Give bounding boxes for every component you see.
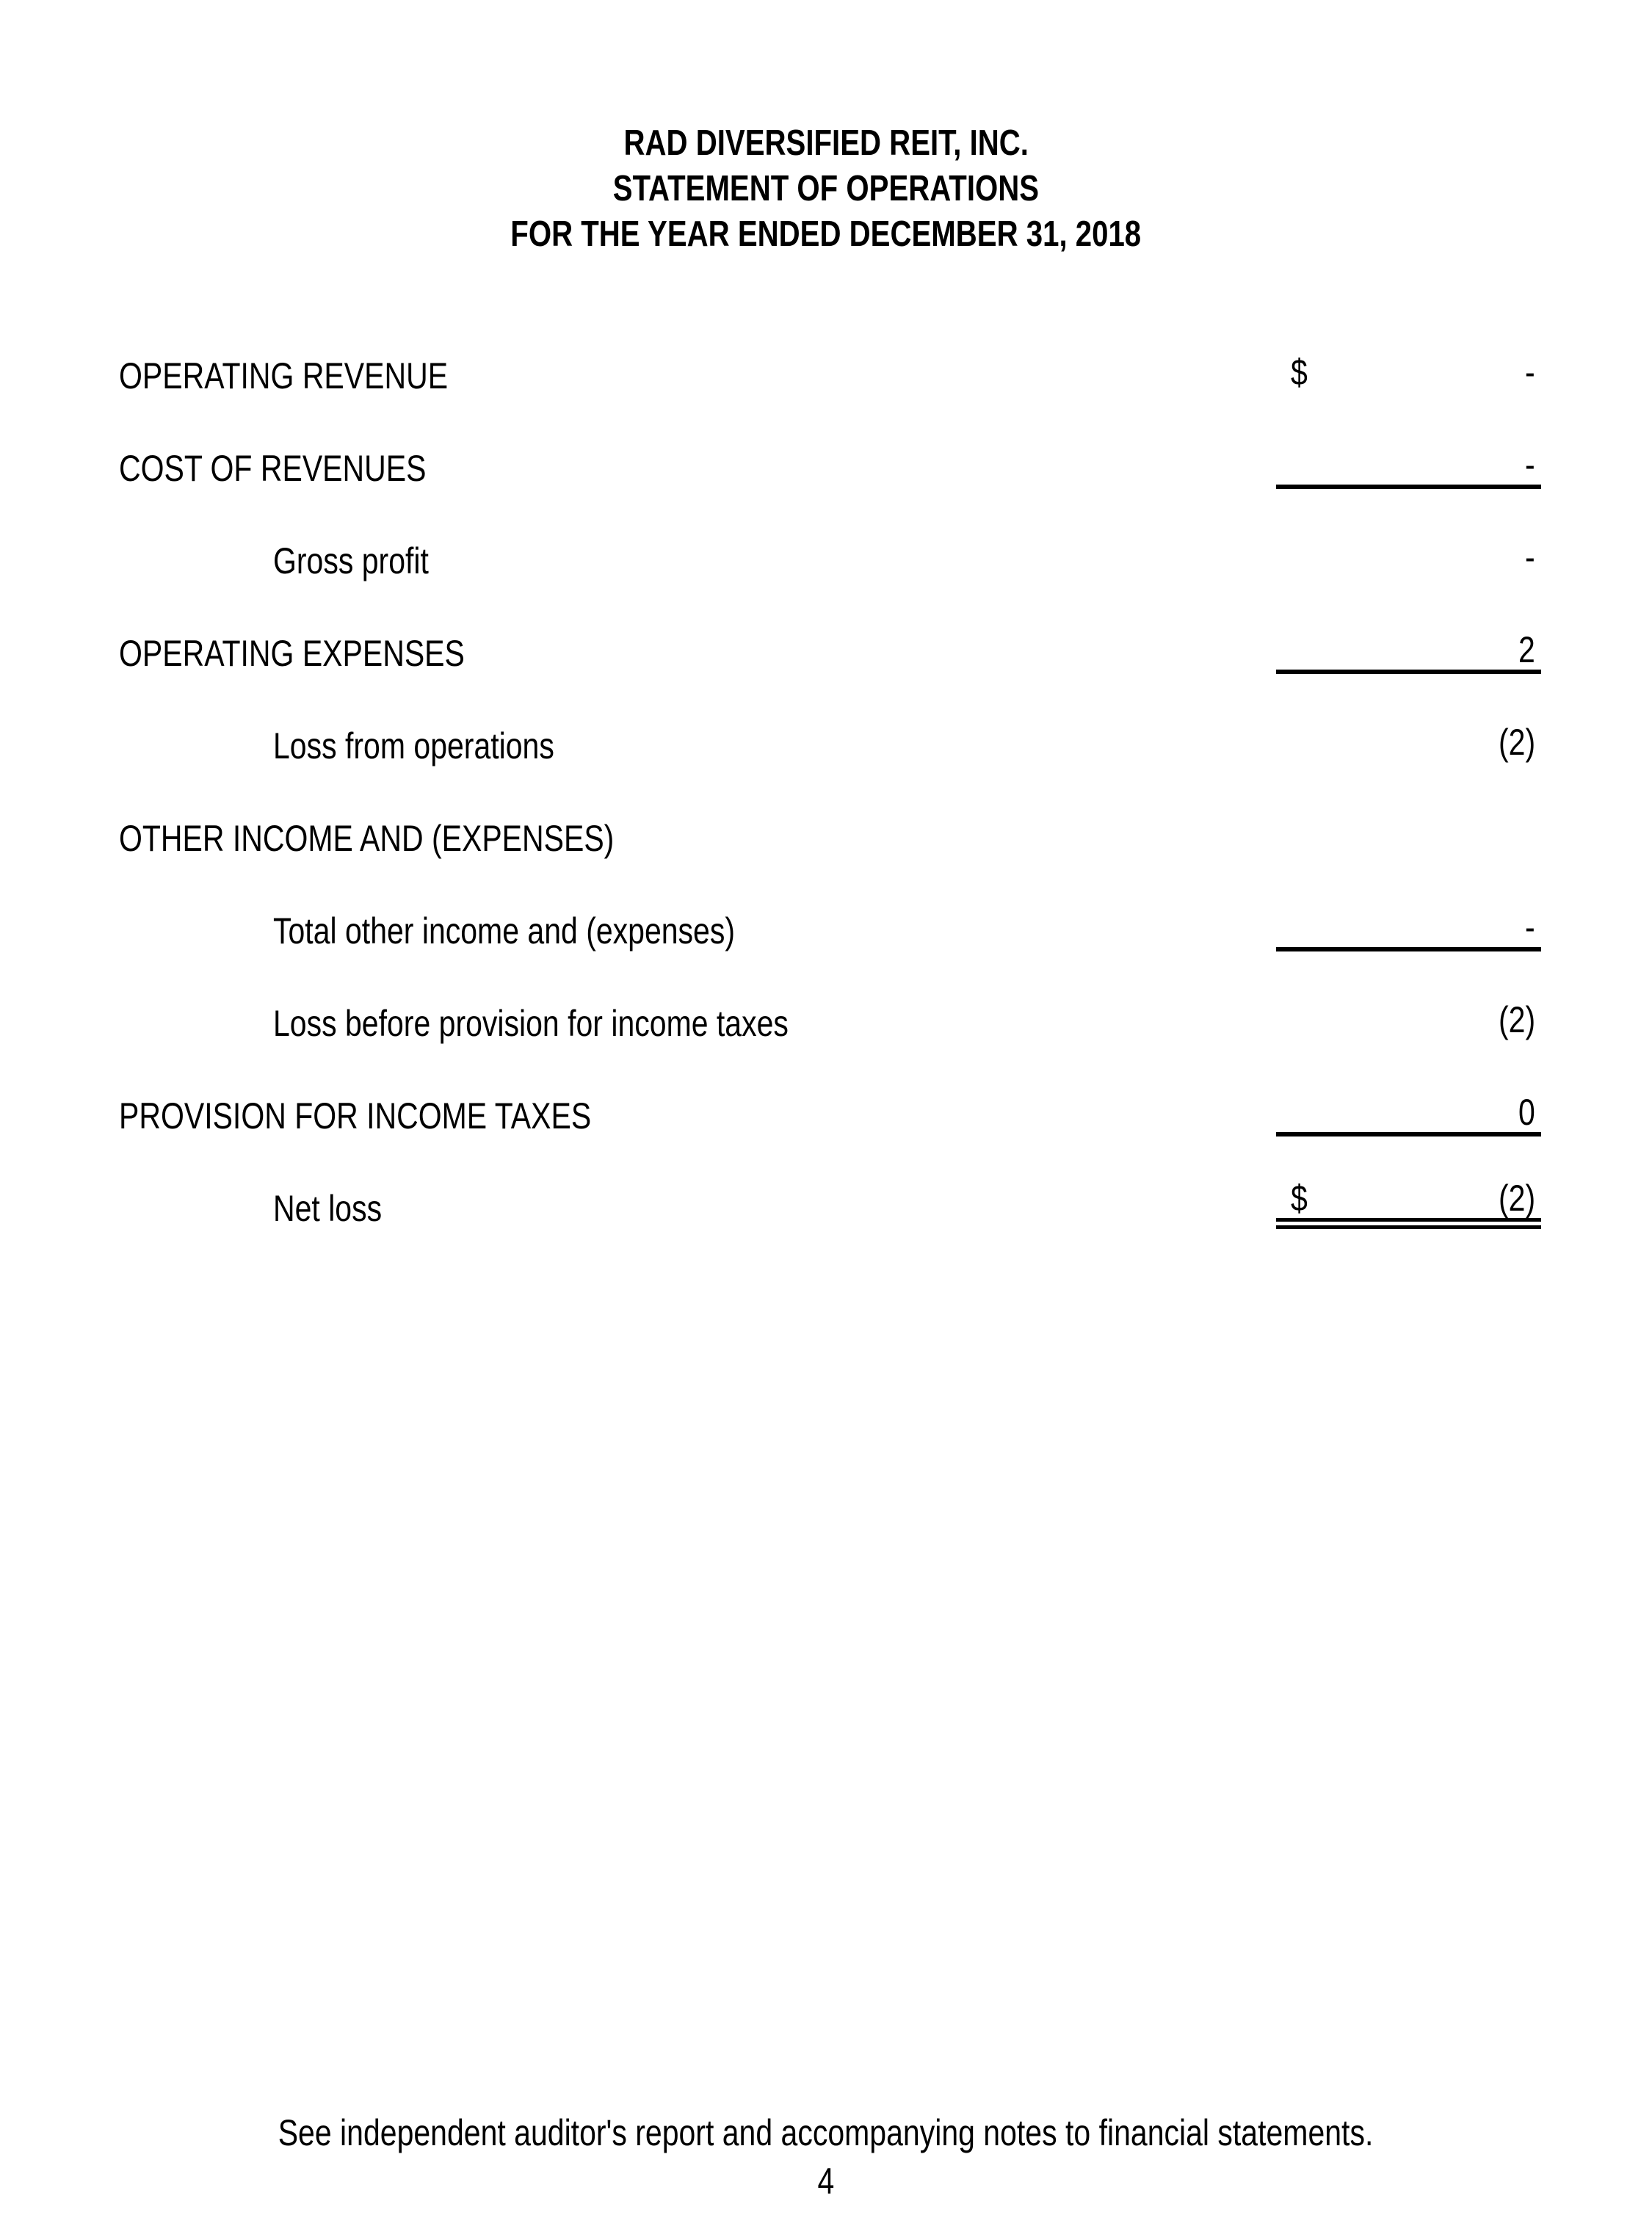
page-number [0, 2161, 1652, 2202]
value-cell [1276, 724, 1541, 766]
row-value: 2 [1518, 629, 1535, 670]
row-value: (2) [1498, 999, 1535, 1040]
statement-row-net-loss [0, 1156, 1652, 1248]
statement-row-loss-from-operations [0, 693, 1652, 786]
document-header [0, 120, 1652, 257]
value-cell [1276, 631, 1541, 674]
statement-row-loss-before-taxes [0, 971, 1652, 1063]
statement-title [0, 166, 1652, 211]
row-value: - [1525, 352, 1535, 393]
value-cell [1276, 1180, 1541, 1229]
row-label: Net loss [273, 1188, 383, 1229]
row-label: Loss before provision for income taxes [273, 1003, 789, 1044]
row-label: OPERATING REVENUE [119, 355, 449, 396]
row-label: Total other income and (expenses) [273, 910, 736, 951]
statement-row-cost-of-revenues [0, 416, 1652, 508]
period-line [0, 211, 1652, 257]
row-label: COST OF REVENUES [119, 448, 427, 489]
currency-symbol: $ [1291, 352, 1308, 393]
statement-row-other-income-expenses [0, 786, 1652, 878]
statement-body [0, 323, 1652, 1248]
page-number-text: 4 [817, 2161, 835, 2202]
footer-note [0, 2113, 1652, 2153]
value-cell [1276, 853, 1541, 859]
row-value: (2) [1498, 1178, 1535, 1219]
statement-row-provision-income-taxes [0, 1063, 1652, 1156]
statement-row-total-other-income [0, 878, 1652, 971]
value-cell [1276, 539, 1541, 581]
statement-row-operating-revenue [0, 323, 1652, 416]
value-cell [1276, 354, 1541, 396]
row-label: OTHER INCOME AND (EXPENSES) [119, 818, 615, 859]
statement-row-gross-profit [0, 508, 1652, 601]
value-cell [1276, 1094, 1541, 1136]
company-name-text: RAD DIVERSIFIED REIT, INC. [623, 123, 1029, 163]
row-label: Gross profit [273, 540, 429, 581]
row-value: - [1525, 444, 1535, 485]
value-cell [1276, 446, 1541, 489]
row-label: OPERATING EXPENSES [119, 633, 465, 674]
company-name [0, 120, 1652, 166]
statement-title-text: STATEMENT OF OPERATIONS [612, 169, 1040, 209]
period-line-text: FOR THE YEAR ENDED DECEMBER 31, 2018 [510, 214, 1142, 254]
value-cell [1276, 909, 1541, 951]
row-value: - [1525, 907, 1535, 948]
row-value: - [1525, 537, 1535, 578]
row-value: (2) [1498, 722, 1535, 763]
row-value: 0 [1518, 1092, 1535, 1133]
value-cell [1276, 1001, 1541, 1044]
statement-row-operating-expenses [0, 601, 1652, 693]
footer-note-text: See independent auditor's report and accompanying notes to financial statements. [278, 2112, 1374, 2153]
currency-symbol: $ [1291, 1178, 1308, 1219]
row-label: Loss from operations [273, 725, 554, 766]
row-label: PROVISION FOR INCOME TAXES [119, 1095, 592, 1136]
